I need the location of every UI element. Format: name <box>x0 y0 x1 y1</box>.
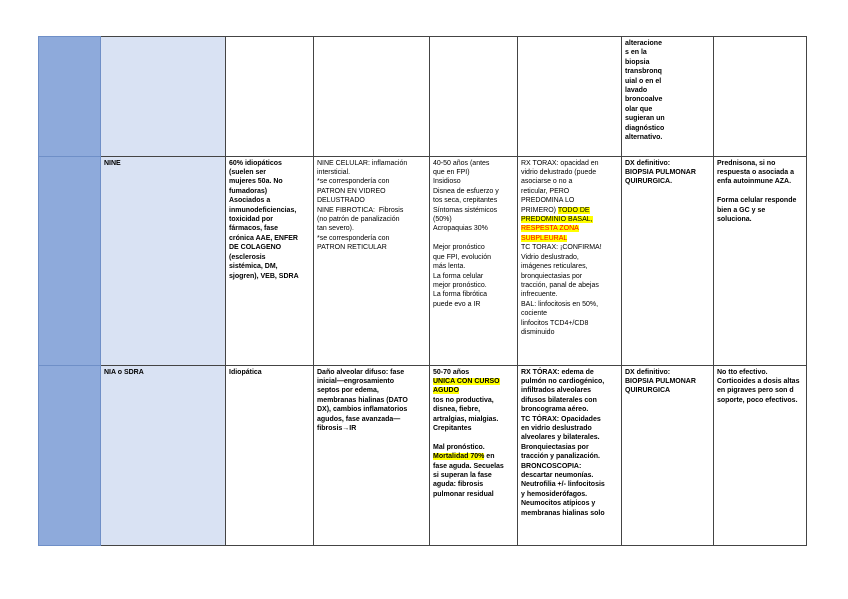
text-line: puede evo a IR <box>433 300 481 308</box>
text-line: intersticial. <box>317 169 351 177</box>
text-line: tos seca, crepitantes <box>433 197 498 205</box>
highlight-subpleural-zone: RESPESTA ZONA <box>521 225 579 233</box>
text-line: Neumocitos atípicos y <box>521 500 596 508</box>
text-line: alteracione <box>625 40 662 47</box>
histology-cell <box>314 37 430 157</box>
text-line: enfa autoinmune AZA. <box>717 178 792 186</box>
histology-cell <box>314 156 430 365</box>
clinical-text <box>433 159 514 310</box>
text-line: inmunodeficiencias, <box>229 206 297 214</box>
text-line: broncoalve <box>625 96 663 104</box>
text-line: 60% idiopáticos <box>229 159 282 167</box>
etiology-text <box>229 159 310 281</box>
text-line: Síntomas sistémicos <box>433 206 498 214</box>
text-line: Asociados a <box>229 197 271 205</box>
disease-name-cell <box>101 365 226 546</box>
text-line: linfocitos TCD4+/CD8 <box>521 319 589 327</box>
clinical-post-text <box>433 462 514 500</box>
text-line: Disnea de esfuerzo y <box>433 187 499 195</box>
text-line: difusos bilaterales con <box>521 396 597 404</box>
text-line: Mal pronóstico. <box>433 443 485 451</box>
text-line: crónica AAE, ENFER <box>229 234 298 242</box>
text-line: disminuido <box>521 328 555 336</box>
text-line: soluciona. <box>717 216 752 224</box>
treatment-text <box>717 368 803 406</box>
treatment-cell <box>714 156 807 365</box>
text-line: bronquiectasias por <box>521 272 583 280</box>
text-line: Daño alveolar difuso: fase <box>317 368 405 376</box>
etiology-text <box>229 368 310 377</box>
highlight-basal: PREDOMINIO BASAL, <box>521 216 593 224</box>
imaging-cell <box>518 37 622 157</box>
clinical-mid-text <box>433 396 514 452</box>
text-line: disnea, fiebre, <box>433 406 481 414</box>
text-line: fibrosis→IR <box>317 424 357 432</box>
text-line: asociarse o no a <box>521 178 573 186</box>
row-header-cell <box>39 365 101 546</box>
text-line: diagnóstico <box>625 124 665 132</box>
text-line: toxicidad por <box>229 216 273 224</box>
text-line: NINE CELULAR: inflamación <box>317 159 408 167</box>
text-line: DELUSTRADO <box>317 197 365 205</box>
text-line: DE COLAGENO <box>229 244 282 252</box>
clinical-cell <box>430 365 518 546</box>
text-line: Idiopática <box>229 368 262 376</box>
text-line: Acropaquias 30% <box>433 225 488 233</box>
text-line: NINE FIBROTICA: Fibrosis <box>317 206 404 214</box>
text-line: La forma celular <box>433 272 484 280</box>
etiology-cell <box>226 156 314 365</box>
text-line: TC TORAX: ¡CONFIRMA! <box>521 244 602 252</box>
text-line: Forma celular responde <box>717 197 797 205</box>
clinical-cell <box>430 37 518 157</box>
text-line: cociente <box>521 310 548 318</box>
disease-name-cell <box>101 37 226 157</box>
disease-name: NINE <box>104 159 121 167</box>
text-line: que FPI, evolución <box>433 253 491 261</box>
highlight-predominance: TODO DE <box>557 206 590 214</box>
highlight-subpleural: SUBPLEURAL <box>521 234 568 242</box>
highlight-mortality: Mortalidad 70% <box>433 453 485 461</box>
text-line: si superan la fase <box>433 471 492 479</box>
text-line <box>433 433 514 442</box>
text-line: tracción y panalización. <box>521 453 600 461</box>
histology-cell <box>314 365 430 546</box>
text-line: soporte, poco efectivos. <box>717 396 798 404</box>
text-line: PATRON EN VIDREO <box>317 187 386 195</box>
histology-text <box>317 368 426 434</box>
text-line: No tto efectivo. <box>717 368 768 376</box>
text-line: inicial—engrosamiento <box>317 377 395 385</box>
text-line: membranas hialinas (DATO <box>317 396 408 404</box>
diagnosis-cell <box>622 365 714 546</box>
diagnosis-text <box>625 39 710 142</box>
text-line: alternativo. <box>625 134 663 142</box>
text-line: RX TÓRAX: edema de <box>521 368 594 376</box>
text-line: Insidioso <box>433 178 461 186</box>
text-line: Crepitantes <box>433 424 472 432</box>
text-line: infiltrados alveolares <box>521 387 592 395</box>
text-line: PREDOMINA LO <box>521 197 575 205</box>
text-line: tos no productiva, <box>433 396 494 404</box>
text-line: que en FPI) <box>433 169 470 177</box>
text-line: respuesta o asociada a <box>717 169 795 177</box>
text-line: (50%) <box>433 216 452 224</box>
etiology-cell <box>226 365 314 546</box>
diagnosis-text <box>625 159 710 187</box>
text-line: *se correspondería con <box>317 178 390 186</box>
text-line: sistémica, DM, <box>229 263 278 271</box>
text-line: BAL: linfocitosis en 50%, <box>521 300 599 308</box>
imaging-cell <box>518 365 622 546</box>
treatment-text <box>717 159 803 225</box>
text-line: fármacos, fase <box>229 225 279 233</box>
text-line: PRIMERO) <box>521 206 558 214</box>
text-line: en vidrio deslustrado <box>521 424 592 432</box>
text-line: más lenta. <box>433 263 466 271</box>
text-line: imágenes reticulares, <box>521 263 588 271</box>
text-line: pulmonar residual <box>433 490 494 498</box>
disease-table <box>38 36 807 546</box>
text-line: descartar neumonías. <box>521 471 594 479</box>
etiology-cell <box>226 37 314 157</box>
text-line: membranas hialinas solo <box>521 509 605 517</box>
text-line: aguda: fibrosis <box>433 481 484 489</box>
text-line: reticular, PERO <box>521 187 570 195</box>
text-line: broncograma aéreo. <box>521 406 589 414</box>
text-line: tracción, panal de abejas <box>521 281 599 289</box>
diagnosis-text <box>625 368 710 396</box>
text-line: pulmón no cardiogénico, <box>521 377 605 385</box>
text-line: Neutrofilia +/- linfocitosis <box>521 481 605 489</box>
text-line: QUIRURGICA. <box>625 178 673 186</box>
text-line: lavado <box>625 87 648 95</box>
text-line: mujeres 50a. No <box>229 178 283 186</box>
text-line: vidrio delustrado (puede <box>521 169 597 177</box>
text-line: alveolares y bilaterales. <box>521 434 600 442</box>
text-line: BIOPSIA PULMONAR <box>625 377 696 385</box>
clinical-cell <box>430 156 518 365</box>
text-line: biopsia <box>625 58 650 66</box>
text-line: BIOPSIA PULMONAR <box>625 169 696 177</box>
text-line: Prednisona, si no <box>717 159 776 167</box>
row-header-cell <box>39 37 101 157</box>
text-line: BRONCOSCOPIA: <box>521 462 582 470</box>
table-row <box>39 37 807 157</box>
imaging-cell <box>518 156 622 365</box>
imaging-text <box>521 159 618 338</box>
imaging-post-text <box>521 243 618 337</box>
text-line: uial o en el <box>625 77 662 85</box>
treatment-cell <box>714 37 807 157</box>
text-line: sugieran un <box>625 115 665 123</box>
text-line: en pigraves pero son d <box>717 387 794 395</box>
text-line: infrecuente. <box>521 291 558 299</box>
text-line: agudos, fase avanzada— <box>317 415 401 423</box>
text-line: y hemosiderófagos. <box>521 490 588 498</box>
text-line <box>717 187 803 196</box>
imaging-pre-text <box>521 159 618 214</box>
text-line: DX), cambios inflamatorios <box>317 406 408 414</box>
text-line: mejor pronóstico. <box>433 281 487 289</box>
text-line: fumadoras) <box>229 187 268 195</box>
highlight-acute-course: UNICA CON CURSO <box>433 377 500 385</box>
text-line: (suelen ser <box>229 169 266 177</box>
highlight-acute: AGUDO <box>433 387 460 395</box>
treatment-cell <box>714 365 807 546</box>
text-line: tan severo). <box>317 225 354 233</box>
text-line: QUIRURGICA <box>625 387 671 395</box>
text-line: RX TORAX: opacidad en <box>521 159 599 167</box>
clinical-text <box>433 368 514 500</box>
imaging-text <box>521 368 618 519</box>
text-line: 40-50 años (antes <box>433 159 490 167</box>
text-line: transbronq <box>625 68 662 76</box>
text-line: Vidrio deslustrado, <box>521 253 579 261</box>
text-line: DX definitivo: <box>625 368 671 376</box>
text-line: s en la <box>625 49 647 57</box>
mortality-suffix: en <box>484 453 495 461</box>
diagnosis-cell <box>622 156 714 365</box>
diagnosis-cell <box>622 37 714 157</box>
histology-text <box>317 159 426 253</box>
text-line: (esclerosis <box>229 253 266 261</box>
clinical-age: 50-70 años <box>433 368 470 376</box>
text-line: septos por edema, <box>317 387 379 395</box>
text-line: *se correspondería con <box>317 234 390 242</box>
table-row <box>39 365 807 546</box>
text-line: olar que <box>625 105 653 113</box>
row-header-cell <box>39 156 101 365</box>
text-line: artralgias, mialgias. <box>433 415 499 423</box>
text-line: PATRON RETICULAR <box>317 244 387 252</box>
text-line: La forma fibrótica <box>433 291 488 299</box>
text-line: Corticoides a dosis altas <box>717 377 800 385</box>
text-line: (no patrón de panalización <box>317 216 400 224</box>
text-line: sjogren), VEB, SDRA <box>229 272 299 280</box>
text-line <box>433 234 514 243</box>
table-row <box>39 156 807 365</box>
text-line: DX definitivo: <box>625 159 671 167</box>
text-line: Mejor pronóstico <box>433 244 485 252</box>
text-line: TC TÓRAX: Opacidades <box>521 415 601 423</box>
text-line: Bronquiectasias por <box>521 443 589 451</box>
text-line: fase aguda. Secuelas <box>433 462 504 470</box>
text-line: bien a GC y se <box>717 206 766 214</box>
disease-name: NIA o SDRA <box>104 368 144 376</box>
disease-name-cell <box>101 156 226 365</box>
